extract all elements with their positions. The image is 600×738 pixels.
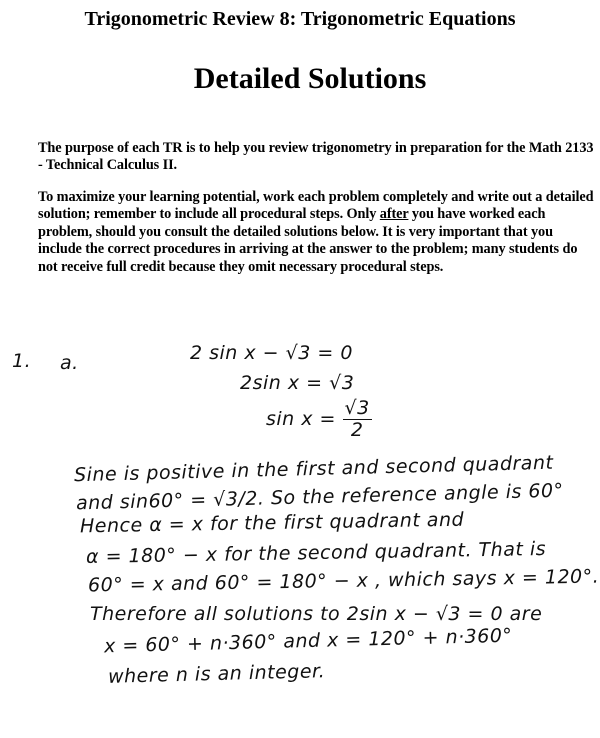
- solution-line: Sine is positive in the first and second quadrant: [73, 451, 554, 487]
- solution-line: x = 60° + n·360° and x = 120° + n·360°: [103, 624, 513, 658]
- emphasis-after: after: [379, 206, 409, 223]
- equation-step: [266, 398, 372, 441]
- solution-line: 60° = x and 60° = 180° − x , which says x = 120°.: [87, 565, 600, 597]
- fraction: [343, 398, 372, 441]
- equation-left: sin x =: [266, 407, 336, 430]
- solution-line: α = 180° − x for the second quadrant. That is: [85, 537, 547, 569]
- equation-step: 2sin x = √3: [240, 372, 355, 394]
- paragraph-text: you have worked each problem, should you consult the detailed solutions below. It is very important that you include the correct procedures in arriving at the answer to the problem; many students do not receive full credit because they omit necessary procedural steps.: [38, 206, 578, 275]
- numerator: √3: [344, 397, 370, 419]
- equation-step: 2 sin x − √3 = 0: [190, 342, 353, 364]
- document-subtitle: Detailed Solutions: [193, 62, 427, 95]
- problem-number: 1.: [12, 350, 32, 372]
- intro-paragraph-2: [38, 189, 598, 276]
- intro-paragraph-1: The purpose of each TR is to help you review trigonometry in preparation for the Math 2133 - Technical Calculus II.: [38, 140, 594, 174]
- problem-part: a.: [60, 352, 79, 374]
- solution-line: Therefore all solutions to 2sin x − √3 = 0 are: [90, 603, 543, 625]
- solution-line: where n is an integer.: [107, 660, 326, 688]
- paragraph-text: To maximize your learning potential, work each problem completely and write out a detailed solution; remember to include all procedural steps. Only: [38, 189, 594, 223]
- denominator: 2: [350, 418, 364, 441]
- document-title: Trigonometric Review 8: Trigonometric Equations: [84, 8, 516, 30]
- solution-line: Hence α = x for the first quadrant and: [79, 508, 465, 538]
- solution-line: and sin60° = √3/2. So the reference angle is 60°: [75, 479, 564, 515]
